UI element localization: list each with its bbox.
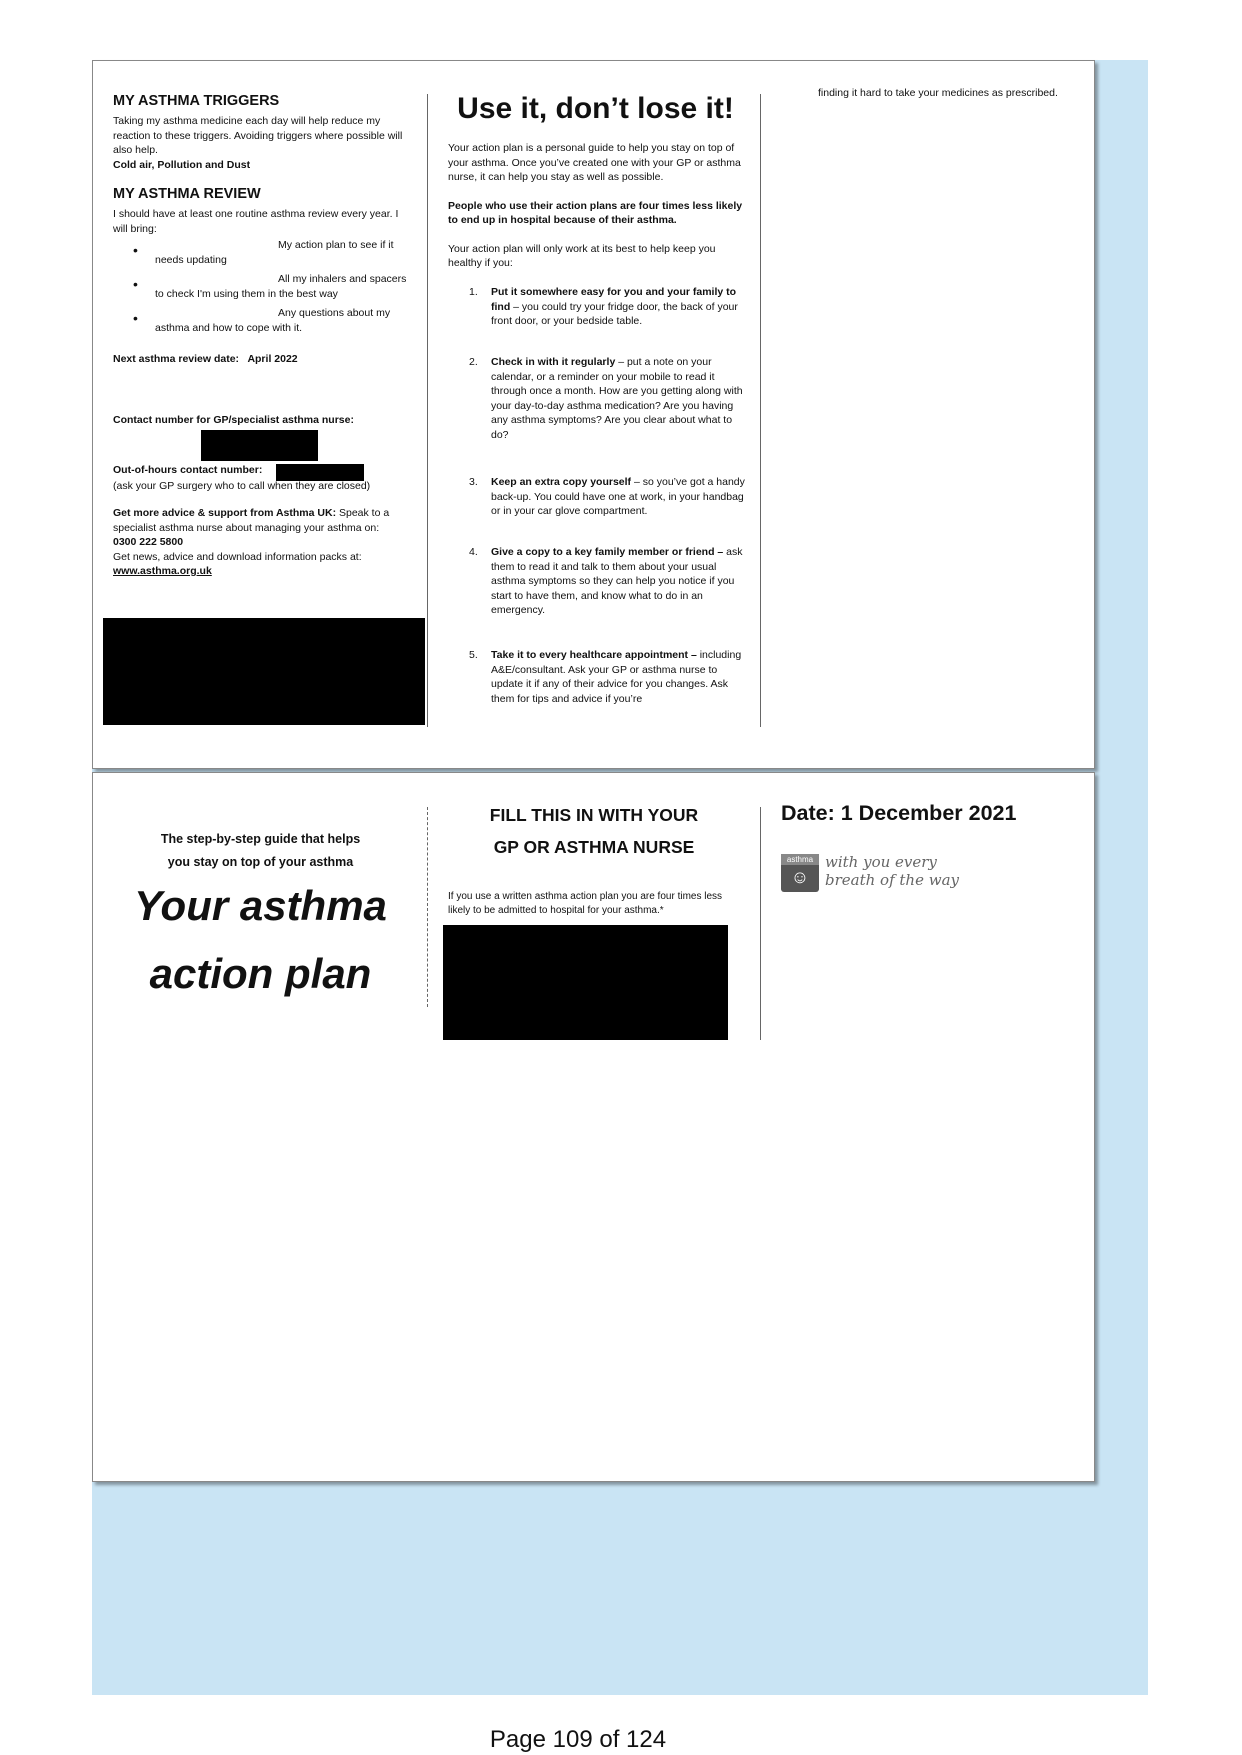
cover-title <box>103 872 418 1008</box>
use-it-title: Use it, don’t lose it! <box>457 92 734 125</box>
continued-text: finding it hard to take your medicines as prescribed. <box>818 87 1058 99</box>
fill-in-heading-line: GP OR ASTHMA NURSE <box>493 837 695 857</box>
fill-in-note: If you use a written asthma action plan you are four times less likely to be admitted to hospital for your asthma.* <box>448 891 723 916</box>
step-bold: Give a copy to a key family member or friend – <box>491 546 724 558</box>
list-item <box>469 648 746 706</box>
step-number: 4. <box>469 546 478 558</box>
step-text: including A&E/consultant. Ask your GP or asthma nurse to update it if any of their advice for you changes. Ask them for tips and advice if you’re <box>491 649 742 705</box>
bullet-icon: • <box>133 310 138 326</box>
column-left <box>113 93 413 236</box>
review-text: I should have at least one routine asthma review every year. I will bring: <box>113 208 399 235</box>
step-text: – so you’ve got a handy back-up. You could have one at work, in your handbag or in your car glove compartment. <box>491 476 745 517</box>
bullet-icon: • <box>133 276 138 292</box>
step-bold: Put it somewhere easy for you and your family to find <box>491 286 737 313</box>
redaction-box <box>443 925 728 1040</box>
plan-date: Date: 1 December 2021 <box>781 801 1017 825</box>
triggers-list: Cold air, Pollution and Dust <box>113 158 251 171</box>
column-middle <box>448 91 743 271</box>
column-divider <box>427 807 428 1007</box>
next-review-value: April 2022 <box>247 353 298 365</box>
step-text: – put a note on your calendar, or a reminder on your mobile to read it through once a month. How are you getting along with your day-to-day asthma medication? Are you having any asthma symptoms? Are you clear about what to do? <box>491 356 743 441</box>
bullet-icon: • <box>133 242 138 258</box>
cover-title-line: action plan <box>149 950 372 997</box>
fill-in-heading-line: FILL THIS IN WITH YOUR <box>489 805 699 825</box>
redaction-box <box>103 618 425 725</box>
step-bold: Keep an extra copy yourself <box>491 476 632 488</box>
cover-subtitle <box>103 828 418 874</box>
step-number: 3. <box>469 476 478 488</box>
page-footer: Page 109 of 124 <box>489 1726 667 1753</box>
bring-item <box>113 239 413 276</box>
ooh-note: (ask your GP surgery who to call when they are closed) <box>113 480 371 492</box>
news-text: Get news, advice and download information packs at: <box>113 550 362 563</box>
redaction-box <box>201 430 318 461</box>
bring-item-line-a: My action plan to see if it <box>278 239 394 251</box>
fill-in-heading <box>433 799 755 863</box>
cover-column <box>103 828 418 1008</box>
intro-text: Your action plan is a personal guide to help you stay on top of your asthma. Once you’ve created one with your GP or asthma nurse, it can help you stay as well as possible. <box>448 142 741 183</box>
column-divider <box>760 807 761 1040</box>
column-divider <box>760 94 761 727</box>
leaflet-page-1 <box>92 60 1095 769</box>
cover-subtitle-line: The step-by-step guide that helps <box>160 832 361 846</box>
logo-tagline-line: breath of the way <box>825 871 959 889</box>
website-link[interactable]: www.asthma.org.uk <box>113 565 212 577</box>
step-text: ask them to read it and talk to them about your usual asthma symptoms so they can help you notice if you start to have them, and know what to do in an emergency. <box>491 546 743 616</box>
list-item <box>469 545 746 648</box>
advice-block <box>113 506 403 579</box>
bring-item-line-a: All my inhalers and spacers <box>278 273 407 285</box>
step-number: 2. <box>469 356 478 368</box>
ooh-label: Out-of-hours contact number: <box>113 464 263 476</box>
bring-item <box>113 307 413 344</box>
advice-text: Speak to a specialist asthma nurse about managing your asthma on: <box>113 507 390 534</box>
column-divider <box>427 94 428 727</box>
bring-item-line-b: to check I'm using them in the best way <box>155 288 338 300</box>
bring-item-line-a: Any questions about my <box>278 307 391 319</box>
step-number: 5. <box>469 649 478 661</box>
triggers-heading: MY ASTHMA TRIGGERS <box>113 93 280 109</box>
step-text: – you could try your fridge door, the back of your front door, or your bedside table. <box>491 300 738 327</box>
only-work-text: Your action plan will only work at its best to help keep you healthy if you: <box>448 242 716 269</box>
triggers-text: Taking my asthma medicine each day will help reduce my reaction to these triggers. Avoiding triggers where possible will also help. <box>113 115 403 156</box>
asthma-logo <box>781 854 819 892</box>
logo-word: asthma <box>781 854 819 865</box>
bring-item-line-b: needs updating <box>155 254 227 266</box>
logo-tagline-line: with you every <box>825 853 937 871</box>
next-review <box>113 352 298 367</box>
cover-subtitle-line: you stay on top of your asthma <box>167 855 354 869</box>
list-item <box>469 355 746 475</box>
contact-label: Contact number for GP/specialist asthma nurse: <box>113 414 354 426</box>
logo-tagline <box>825 853 959 889</box>
advice-bold: Get more advice & support from Asthma UK: <box>113 507 337 519</box>
step-bold: Take it to every healthcare appointment – <box>491 649 697 661</box>
list-item <box>469 285 746 355</box>
review-heading: MY ASTHMA REVIEW <box>113 186 261 202</box>
step-number: 1. <box>469 286 478 298</box>
logo-mark-icon: ☺ <box>790 867 810 887</box>
bring-item <box>113 273 413 310</box>
bold-stat: People who use their action plans are four times less likely to end up in hospital because of their asthma. <box>448 199 743 226</box>
step-bold: Check in with it regularly <box>491 356 616 368</box>
list-item <box>469 475 746 545</box>
cover-title-line: Your asthma <box>134 882 387 929</box>
phone-number: 0300 222 5800 <box>113 536 184 548</box>
next-review-label: Next asthma review date: <box>113 353 240 365</box>
steps-list <box>469 285 746 706</box>
leaflet-page-2 <box>92 772 1095 1482</box>
bring-item-line-b: asthma and how to cope with it. <box>155 322 303 334</box>
